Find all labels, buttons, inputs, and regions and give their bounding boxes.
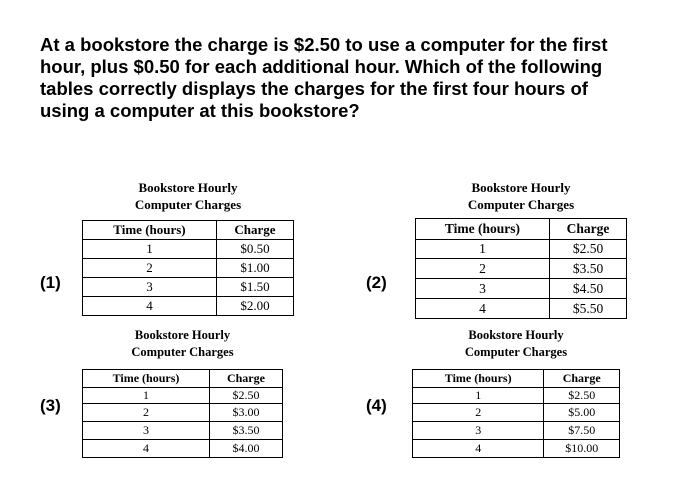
question-line: using a computer at this bookstore? xyxy=(40,100,360,121)
table-title-line: Bookstore Hourly xyxy=(471,180,571,195)
cell-charge: $2.50 xyxy=(209,388,282,404)
header-time: Time (hours) xyxy=(83,221,217,240)
question-line: hour, plus $0.50 for each additional hour. Which of the following xyxy=(40,56,603,77)
header-charge: Charge xyxy=(209,370,282,388)
choice-1-label[interactable]: (1) xyxy=(40,273,61,292)
cell-charge: $2.50 xyxy=(544,388,620,404)
cell-charge: $0.50 xyxy=(216,240,293,259)
header-charge: Charge xyxy=(216,221,293,240)
cell-time: 2 xyxy=(416,259,550,279)
cell-charge: $2.00 xyxy=(216,297,293,316)
table-title xyxy=(82,179,294,213)
header-charge: Charge xyxy=(544,370,620,388)
cell-time: 2 xyxy=(413,404,544,422)
charges-table xyxy=(415,218,627,319)
cell-time: 2 xyxy=(83,404,210,422)
choice-2-table-block[interactable] xyxy=(415,179,627,319)
table-title-line: Computer Charges xyxy=(134,197,242,212)
cell-time: 4 xyxy=(83,440,210,458)
question-line: At a bookstore the charge is $2.50 to use a computer for the first xyxy=(40,34,608,55)
cell-charge: $1.00 xyxy=(216,259,293,278)
table-title-line: Bookstore Hourly xyxy=(134,328,231,342)
header-time: Time (hours) xyxy=(83,370,210,388)
cell-time: 1 xyxy=(413,388,544,404)
cell-time: 3 xyxy=(83,422,210,440)
cell-time: 4 xyxy=(416,299,550,319)
cell-charge: $5.50 xyxy=(550,299,627,319)
header-time: Time (hours) xyxy=(413,370,544,388)
cell-charge: $10.00 xyxy=(544,440,620,458)
table-title-line: Computer Charges xyxy=(467,197,575,212)
header-charge: Charge xyxy=(550,219,627,240)
cell-time: 2 xyxy=(83,259,217,278)
cell-time: 3 xyxy=(413,422,544,440)
cell-charge: $3.00 xyxy=(209,404,282,422)
cell-charge: $5.00 xyxy=(544,404,620,422)
charges-table xyxy=(412,369,620,458)
cell-charge: $2.50 xyxy=(550,240,627,259)
table-title xyxy=(415,179,627,213)
cell-time: 3 xyxy=(83,278,217,297)
table-title-line: Computer Charges xyxy=(131,345,234,359)
choice-1-table-block[interactable] xyxy=(82,179,294,316)
cell-time: 1 xyxy=(416,240,550,259)
cell-charge: $1.50 xyxy=(216,278,293,297)
cell-time: 3 xyxy=(416,279,550,299)
cell-time: 4 xyxy=(413,440,544,458)
table-title-line: Bookstore Hourly xyxy=(468,328,564,342)
cell-charge: $3.50 xyxy=(209,422,282,440)
table-title-line: Computer Charges xyxy=(464,345,568,359)
cell-charge: $7.50 xyxy=(544,422,620,440)
cell-time: 1 xyxy=(83,240,217,259)
choice-3-table-block[interactable] xyxy=(82,327,283,458)
choice-4-table-block[interactable] xyxy=(412,327,620,458)
choice-4-label[interactable]: (4) xyxy=(366,396,387,415)
header-time: Time (hours) xyxy=(416,219,550,240)
table-title-line: Bookstore Hourly xyxy=(138,180,238,195)
cell-charge: $3.50 xyxy=(550,259,627,279)
charges-table xyxy=(82,220,294,316)
cell-time: 1 xyxy=(83,388,210,404)
question-line: tables correctly displays the charges for the first four hours of xyxy=(40,78,588,99)
table-title xyxy=(412,327,620,361)
cell-charge: $4.00 xyxy=(209,440,282,458)
cell-charge: $4.50 xyxy=(550,279,627,299)
cell-time: 4 xyxy=(83,297,217,316)
table-title xyxy=(82,327,283,361)
question-text xyxy=(40,34,680,122)
choice-3-label[interactable]: (3) xyxy=(40,396,61,415)
charges-table xyxy=(82,369,283,458)
choice-2-label[interactable]: (2) xyxy=(366,273,387,292)
